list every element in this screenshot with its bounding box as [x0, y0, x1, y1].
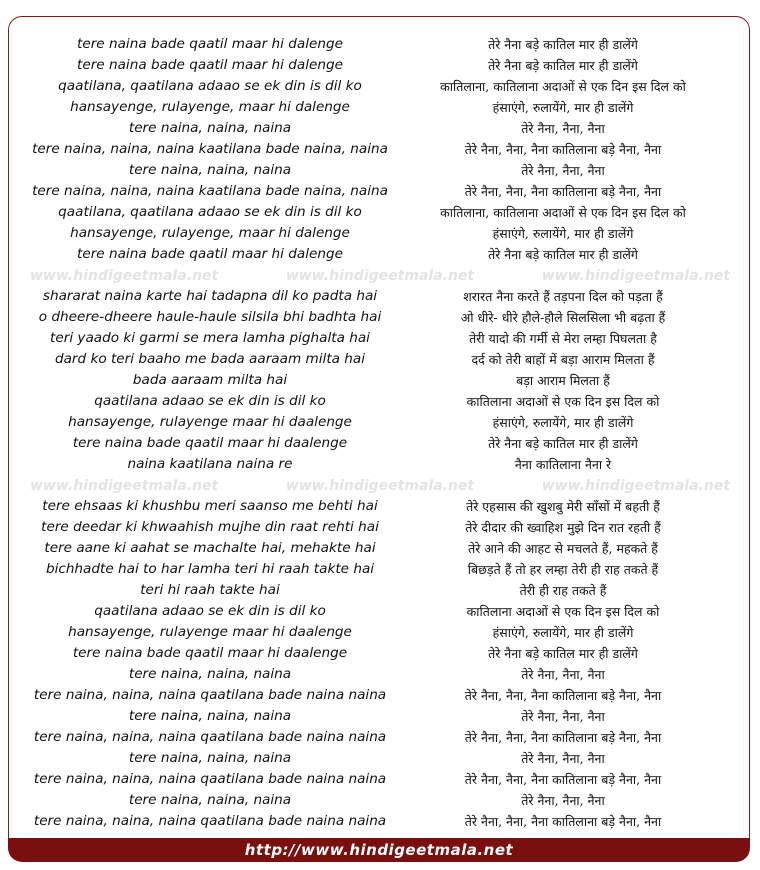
- lyric-line: qaatilana, qaatilana adaao se ek din is dil ko: [58, 78, 362, 94]
- lyric-line: तेरे नैना बड़े कातिल मार ही डालेंगे: [488, 58, 638, 73]
- lyric-line: तेरे दीदार की ख्वाहिश मुझे दिन रात रहती हैं: [465, 520, 661, 535]
- lyric-line: तेरे नैना, नैना, नैना कातिलाना बड़े नैना, नैना: [464, 142, 662, 157]
- watermark-row: [30, 478, 730, 494]
- lyric-line: o dheere-dheere haule-haule silsila bhi badhta hai: [38, 309, 382, 325]
- lyrics-roman-column: [30, 34, 390, 832]
- lyric-line: tere naina, naina, naina: [128, 792, 292, 808]
- lyric-line: bada aaraam milta hai: [132, 372, 288, 388]
- lyric-line: हंसाएंगे, रुलायेंगे, मार ही डालेंगे: [492, 226, 634, 241]
- lyric-line: हंसाएंगे, रुलायेंगे, मार ही डालेंगे: [492, 415, 634, 430]
- lyric-line: तेरे नैना बड़े कातिल मार ही डालेंगे: [488, 646, 638, 661]
- lyric-line: tere naina, naina, naina: [128, 750, 292, 766]
- lyric-line: naina kaatilana naina re: [127, 456, 293, 472]
- lyric-line: tere naina bade qaatil maar hi daalenge: [72, 645, 348, 661]
- lyric-line: tere naina, naina, naina qaatilana bade naina naina: [33, 771, 387, 787]
- lyric-line: तेरे एहसास की खुशबु मेरी साँसों में बहती हैं: [466, 499, 660, 514]
- lyric-line: tere naina, naina, naina: [128, 708, 292, 724]
- lyric-line: तेरे नैना, नैना, नैना: [521, 793, 605, 808]
- watermark-text: www.hindigeetmala.net: [541, 268, 730, 284]
- lyric-line: तेरे नैना, नैना, नैना: [521, 121, 605, 136]
- lyric-line: tere naina, naina, naina kaatilana bade naina, naina: [32, 183, 388, 199]
- lyric-line: बड़ा आराम मिलता हैं: [516, 373, 610, 388]
- lyric-line: teri yaado ki garmi se mera lamha pighalta hai: [50, 330, 370, 346]
- lyric-line: तेरे आने की आहट से मचलते हैं, महकते हैं: [468, 541, 658, 556]
- lyric-line: hansayenge, rulayenge, maar hi dalenge: [70, 225, 350, 241]
- lyric-line: tere naina bade qaatil maar hi daalenge: [72, 435, 348, 451]
- lyric-line: तेरे नैना, नैना, नैना कातिलाना बड़े नैना, नैना: [464, 184, 662, 199]
- lyric-line: tere naina, naina, naina qaatilana bade naina naina: [33, 813, 387, 829]
- lyric-line: तेरे नैना, नैना, नैना कातिलाना बड़े नैना, नैना: [464, 730, 662, 745]
- watermark-text: www.hindigeetmala.net: [541, 478, 730, 494]
- lyric-line: तेरे नैना, नैना, नैना: [521, 163, 605, 178]
- lyric-line: hansayenge, rulayenge, maar hi dalenge: [70, 99, 350, 115]
- lyric-line: tere naina, naina, naina qaatilana bade naina naina: [33, 729, 387, 745]
- lyric-line: tere ehsaas ki khushbu meri saanso me behti hai: [42, 498, 378, 514]
- lyric-line: tere naina, naina, naina qaatilana bade naina naina: [33, 687, 387, 703]
- lyric-line: dard ko teri baaho me bada aaraam milta hai: [54, 351, 366, 367]
- lyric-line: tere naina, naina, naina: [128, 162, 292, 178]
- lyric-line: हंसाएंगे, रुलायेंगे, मार ही डालेंगे: [492, 100, 634, 115]
- lyric-line: तेरे नैना बड़े कातिल मार ही डालेंगे: [488, 247, 638, 262]
- lyric-line: tere naina, naina, naina kaatilana bade naina, naina: [32, 141, 388, 157]
- watermark-text: www.hindigeetmala.net: [285, 268, 475, 284]
- lyric-line: तेरे नैना, नैना, नैना कातिलाना बड़े नैना, नैना: [464, 772, 662, 787]
- lyric-line: तेरे नैना, नैना, नैना: [521, 667, 605, 682]
- lyric-line: tere naina, naina, naina: [128, 120, 292, 136]
- footer-bar: [8, 838, 750, 862]
- lyric-line: कातिलाना, कातिलाना अदाओं से एक दिन इस दिल को: [440, 205, 686, 220]
- lyric-line: तेरी यादो की गर्मी से मेरा लम्हा पिघलता है: [469, 331, 657, 346]
- footer-url-link[interactable]: http://www.hindigeetmala.net: [244, 841, 514, 859]
- lyric-line: तेरे नैना बड़े कातिल मार ही डालेंगे: [488, 37, 638, 52]
- lyric-line: shararat naina karte hai tadapna dil ko padta hai: [42, 288, 378, 304]
- lyric-line: bichhadte hai to har lamha teri hi raah takte hai: [45, 561, 375, 577]
- lyric-line: तेरे नैना बड़े कातिल मार ही डालेंगे: [488, 436, 638, 451]
- lyric-line: hansayenge, rulayenge maar hi daalenge: [68, 624, 352, 640]
- lyrics-devanagari-column: [383, 34, 743, 832]
- lyric-line: हंसाएंगे, रुलायेंगे, मार ही डालेंगे: [492, 625, 634, 640]
- lyric-line: दर्द को तेरी बाहों में बड़ा आराम मिलता हैं: [471, 352, 655, 367]
- watermark-row: [30, 268, 730, 284]
- lyric-line: tere naina bade qaatil maar hi dalenge: [77, 57, 343, 73]
- lyric-line: qaatilana, qaatilana adaao se ek din is dil ko: [58, 204, 362, 220]
- lyric-line: qaatilana adaao se ek din is dil ko: [94, 603, 326, 619]
- watermark-text: www.hindigeetmala.net: [30, 268, 219, 284]
- lyric-line: teri hi raah takte hai: [140, 582, 280, 598]
- lyric-line: tere naina, naina, naina: [128, 666, 292, 682]
- watermark-text: www.hindigeetmala.net: [285, 478, 475, 494]
- lyric-line: ओ धीरे- धीरे हौले-हौले सिलसिला भी बढ़ता हैं: [460, 310, 666, 325]
- lyric-line: तेरे नैना, नैना, नैना कातिलाना बड़े नैना, नैना: [464, 688, 662, 703]
- lyric-line: कातिलाना अदाओं से एक दिन इस दिल को: [466, 604, 660, 619]
- lyric-line: tere naina bade qaatil maar hi dalenge: [77, 246, 343, 262]
- lyric-line: कातिलाना अदाओं से एक दिन इस दिल को: [466, 394, 660, 409]
- watermark-text: www.hindigeetmala.net: [30, 478, 219, 494]
- lyric-line: qaatilana adaao se ek din is dil ko: [94, 393, 326, 409]
- lyric-line: तेरे नैना, नैना, नैना: [521, 751, 605, 766]
- lyric-line: तेरे नैना, नैना, नैना: [521, 709, 605, 724]
- lyric-line: तेरे नैना, नैना, नैना कातिलाना बड़े नैना, नैना: [464, 814, 662, 829]
- lyric-line: तेरी ही राह तकते हैं: [519, 583, 607, 598]
- lyric-line: नैना कातिलाना नैना रे: [514, 457, 612, 472]
- lyric-line: tere deedar ki khwaahish mujhe din raat rehti hai: [41, 519, 379, 535]
- lyric-line: tere aane ki aahat se machalte hai, mehakte hai: [44, 540, 376, 556]
- lyric-line: tere naina bade qaatil maar hi dalenge: [77, 36, 343, 52]
- lyric-line: शरारत नैना करते हैं तड़पना दिल को पड़ता हैं: [463, 289, 663, 304]
- lyric-line: hansayenge, rulayenge maar hi daalenge: [68, 414, 352, 430]
- lyric-line: कातिलाना, कातिलाना अदाओं से एक दिन इस दिल को: [440, 79, 686, 94]
- lyric-line: बिछड़ते हैं तो हर लम्हा तेरी ही राह तकते हैं: [467, 562, 659, 577]
